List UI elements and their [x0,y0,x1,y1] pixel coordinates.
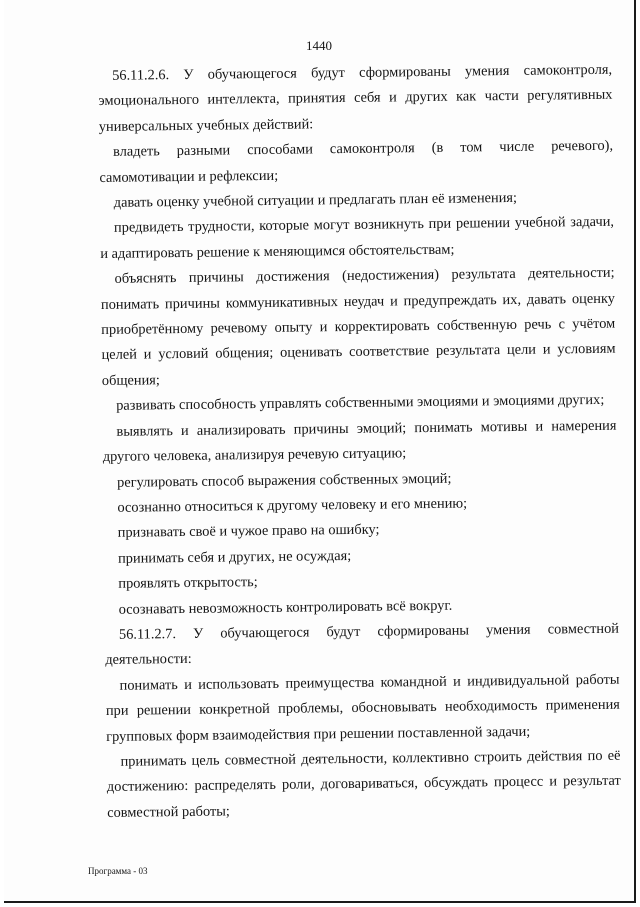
list-item: принимать цель совместной деятельности, коллективно строить действия по её достижению: распределять роли, договариваться, обсуждать процесс и результат совместной работы; [106,747,621,821]
page-number: 1440 [306,38,332,53]
list-item: проявлять открытость; [118,574,258,592]
list-item: владеть разными способами самоконтроля (в том числе речевого), самомотивации и рефлексии; [99,137,614,186]
paragraph-56-11-2-6: 56.11.2.6. У обучающегося будут сформированы умения самоконтроля, эмоционального интеллекта, принятия себя и других как части регулятивных универсальных учебных действий: [98,61,613,135]
list-item: признавать своё и чужое право на ошибку; [117,521,380,542]
list-item: осознавать невозможность контролировать всё вокруг. [118,597,453,618]
list-item: регулировать способ выражения собственных эмоций; [117,470,452,491]
list-item: давать оценку учебной ситуации и предлагать план её изменения; [113,189,518,211]
list-item: принимать себя и других, не осуждая; [117,547,352,567]
list-item: предвидеть трудности, которые могут возникнуть при решении учебной задачи, и адаптировать решение к меняющимся обстоятельствам; [100,214,615,262]
paragraph-56-11-2-7: 56.11.2.7. У обучающегося будут сформированы умения совместной деятельности: [105,620,620,669]
list-item: развивать способность управлять собственными эмоциями и эмоциями других; [116,392,605,415]
list-item: понимать и использовать преимущества командной и индивидуальной работы при решении конкретной проблемы, обосновывать необходимость применения групповых форм взаимодействия при решении поставленной задачи; [105,671,620,745]
list-item: объяснять причины достижения (недостижения) результата деятельности; понимать причины коммуникативных неудач и предупреждать их, давать оценку приобретённому речевому опыту и корректировать собственную речь с учётом целей и условий общения; оценивать соответствие результата цели и условиям общения; [100,264,616,389]
list-item: выявлять и анализировать причины эмоций; понимать мотивы и намерения другого человека, анализируя речевую ситуацию; [102,417,617,466]
body-text [98,58,621,826]
list-item: осознанно относиться к другому человеку и его мнению; [117,495,468,516]
footer-program-label: Программа - 03 [88,866,148,876]
document-page [4,0,636,903]
